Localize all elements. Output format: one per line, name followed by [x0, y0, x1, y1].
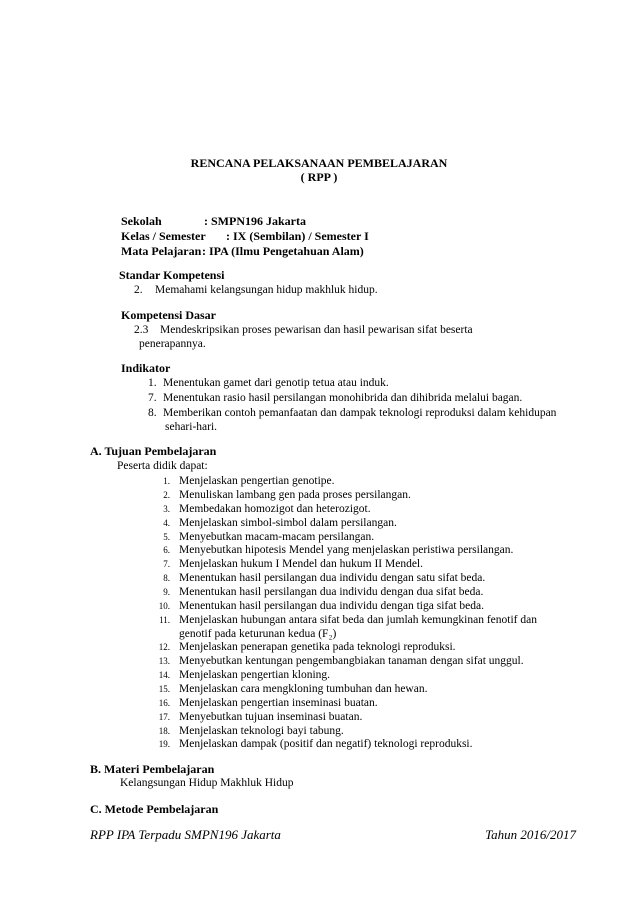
objective-text: Menyebutkan hipotesis Mendel yang menjelaskan peristiwa persilangan.	[179, 544, 514, 556]
objective-number: 14.	[158, 670, 170, 680]
objective-number: 6.	[163, 545, 170, 555]
objective-text: Menentukan hasil persilangan dua individu dengan tiga sifat beda.	[179, 600, 484, 612]
footer-left: RPP IPA Terpadu SMPN196 Jakarta	[90, 827, 281, 842]
objective-number: 4.	[163, 518, 170, 528]
section-b-heading: B. Materi Pembelajaran	[90, 762, 215, 776]
objective-text-cont: genotif pada keturunan kedua (F₂)	[179, 628, 337, 640]
indikator-num: 1.	[148, 377, 157, 389]
objective-number: 9.	[163, 587, 170, 597]
indikator-item-cont: sehari-hari.	[165, 421, 218, 433]
subject-value: : IPA (Ilmu Pengetahuan Alam)	[202, 244, 364, 258]
objective-text: Menjelaskan pengertian inseminasi buatan.	[179, 697, 378, 709]
objective-number: 7.	[163, 559, 170, 569]
section-b-text: Kelangsungan Hidup Makhluk Hidup	[120, 777, 294, 789]
objective-number: 2.	[163, 490, 170, 500]
objective-text: Menjelaskan teknologi bayi tabung.	[179, 725, 344, 737]
indikator-item: Memberikan contoh pemanfaatan dan dampak teknologi reproduksi dalam kehidupan	[163, 407, 557, 419]
school-value: : SMPN196 Jakarta	[204, 214, 306, 228]
objective-text: Membedakan homozigot dan heterozigot.	[179, 503, 371, 515]
objective-text: Menjelaskan simbol-simbol dalam persilangan.	[179, 517, 397, 529]
indikator-num: 8.	[148, 407, 157, 419]
objective-number: 15.	[158, 684, 170, 694]
standar-text: Memahami kelangsungan hidup makhluk hidup.	[155, 284, 378, 296]
objective-number: 16.	[158, 698, 170, 708]
objective-text: Menentukan hasil persilangan dua individu dengan satu sifat beda.	[179, 572, 486, 584]
class-value: : IX (Sembilan) / Semester I	[226, 229, 369, 243]
objective-text: Menjelaskan dampak (positif dan negatif) teknologi reproduksi.	[179, 738, 473, 750]
objective-text: Menjelaskan pengertian genotipe.	[179, 475, 335, 487]
objective-text: Menyebutkan macam-macam persilangan.	[179, 531, 375, 543]
objective-text: Menyebutkan kentungan pengembangbiakan tanaman dengan sifat unggul.	[179, 655, 524, 667]
section-c-heading: C. Metode Pembelajaran	[90, 802, 219, 816]
objective-text: Menyebutkan tujuan inseminasi buatan.	[179, 711, 363, 723]
objective-text: Menjelaskan pengertian kloning.	[179, 669, 331, 681]
indikator-item: Menentukan rasio hasil persilangan monohibrida dan dihibrida melalui bagan.	[163, 392, 523, 404]
document-title: RENCANA PELAKSANAAN PEMBELAJARAN	[190, 156, 448, 170]
objective-number: 10.	[158, 601, 170, 611]
objective-text: Menjelaskan cara mengkloning tumbuhan dan hewan.	[179, 683, 428, 695]
objective-text: Menuliskan lambang gen pada proses persilangan.	[179, 489, 411, 501]
class-label: Kelas / Semester	[121, 229, 206, 243]
objective-number: 1.	[163, 476, 170, 486]
objective-number: 13.	[158, 656, 170, 666]
objective-number: 18.	[158, 726, 170, 736]
kompetensi-number: 2.3	[134, 324, 149, 336]
kompetensi-text: Mendeskripsikan proses pewarisan dan hasil pewarisan sifat beserta	[160, 324, 473, 336]
standar-heading: Standar Kompetensi	[119, 268, 225, 282]
document-subtitle: ( RPP )	[300, 170, 338, 184]
indikator-num: 7.	[148, 392, 157, 404]
standar-number: 2.	[134, 284, 143, 296]
footer-right: Tahun 2016/2017	[485, 827, 576, 842]
subject-label: Mata Pelajaran	[121, 244, 202, 258]
section-a-heading: A. Tujuan Pembelajaran	[90, 444, 217, 458]
objective-number: 11.	[159, 615, 170, 625]
objective-text: Menentukan hasil persilangan dua individu dengan dua sifat beda.	[179, 586, 484, 598]
objective-number: 17.	[158, 712, 170, 722]
objective-text: Menjelaskan hukum I Mendel dan hukum II Mendel.	[179, 558, 423, 570]
section-a-intro: Peserta didik dapat:	[117, 460, 208, 472]
objective-number: 3.	[163, 504, 170, 514]
school-label: Sekolah	[121, 214, 162, 228]
objective-number: 5.	[163, 532, 170, 542]
indikator-heading: Indikator	[121, 361, 171, 375]
indikator-item: Menentukan gamet dari genotip tetua atau induk.	[163, 377, 389, 389]
kompetensi-text-cont: penerapannya.	[139, 338, 206, 350]
objective-number: 12.	[158, 642, 170, 652]
objective-text: Menjelaskan hubungan antara sifat beda dan jumlah kemungkinan fenotif dan	[179, 614, 537, 626]
objective-text: Menjelaskan penerapan genetika pada teknologi reproduksi.	[179, 641, 456, 653]
kompetensi-heading: Kompetensi Dasar	[121, 308, 216, 322]
objective-number: 19.	[158, 739, 170, 749]
objective-number: 8.	[163, 573, 170, 583]
